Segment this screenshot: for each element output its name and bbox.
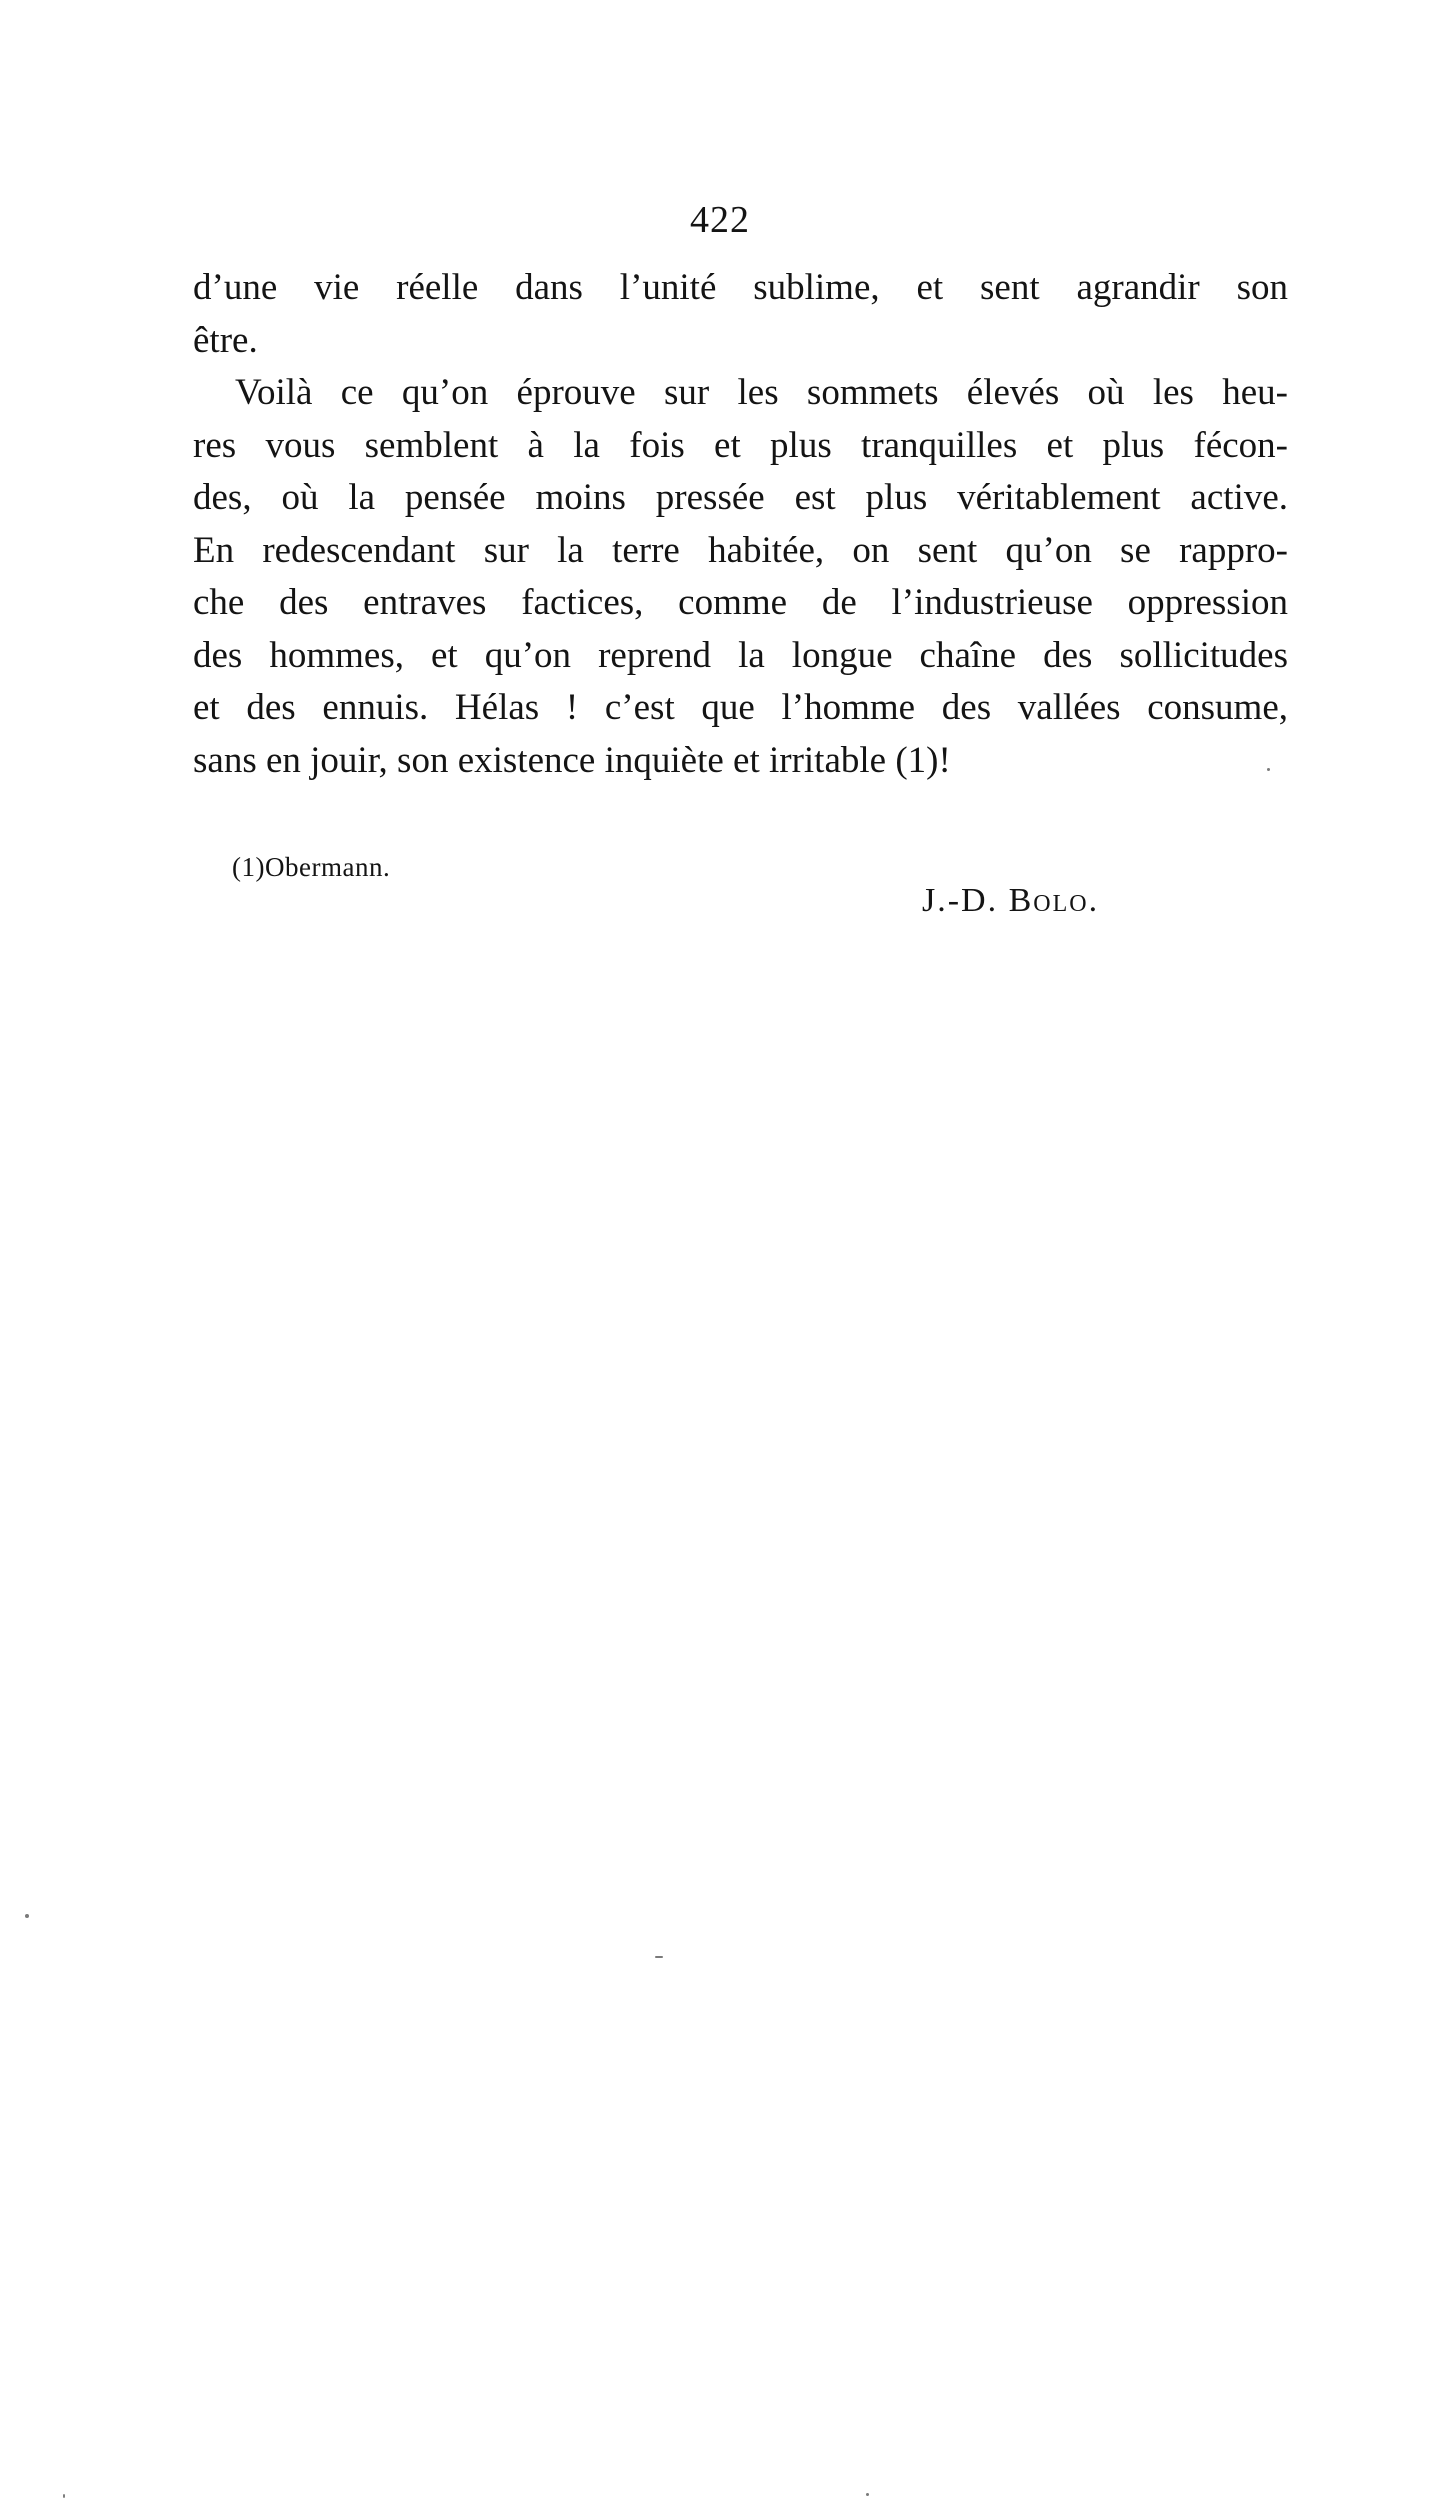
- paper-speck: [63, 2494, 65, 2498]
- text-line: d’une vie réelle dans l’unité sublime, et sent agrandir son: [193, 267, 1288, 308]
- signature-initials: J.-D.: [922, 882, 999, 919]
- text-line: des, où la pensée moins pressée est plus véritablement active.: [193, 477, 1288, 518]
- page-number: 422: [690, 199, 750, 241]
- author-signature: [922, 882, 1099, 920]
- text-line: En redescendant sur la terre habitée, on sent qu’on se rappro-: [193, 529, 1288, 571]
- paper-speck: [866, 2493, 869, 2496]
- text-line: et des ennuis. Hélas ! c’est que l’homme des vallées consume,: [193, 687, 1288, 728]
- paper-speck: [655, 1956, 663, 1958]
- signature-surname: Bolo.: [1008, 882, 1100, 919]
- body-text: [193, 262, 1288, 787]
- text-line: sans en jouir, son existence inquiète et irritable (1)!: [193, 739, 951, 781]
- text-line: des hommes, et qu’on reprend la longue chaîne des sollicitudes: [193, 634, 1288, 676]
- text-line: che des entraves factices, comme de l’industrieuse oppression: [193, 582, 1288, 623]
- text-line: Voilà ce qu’on éprouve sur les sommets élevés où les heu-: [235, 372, 1288, 413]
- text-line: res vous semblent à la fois et plus tranquilles et plus fécon-: [193, 424, 1288, 466]
- footnote: (1)Obermann.: [232, 852, 391, 882]
- text-line: être.: [193, 319, 258, 361]
- paper-speck: [1267, 768, 1270, 771]
- paper-speck: [25, 1914, 29, 1918]
